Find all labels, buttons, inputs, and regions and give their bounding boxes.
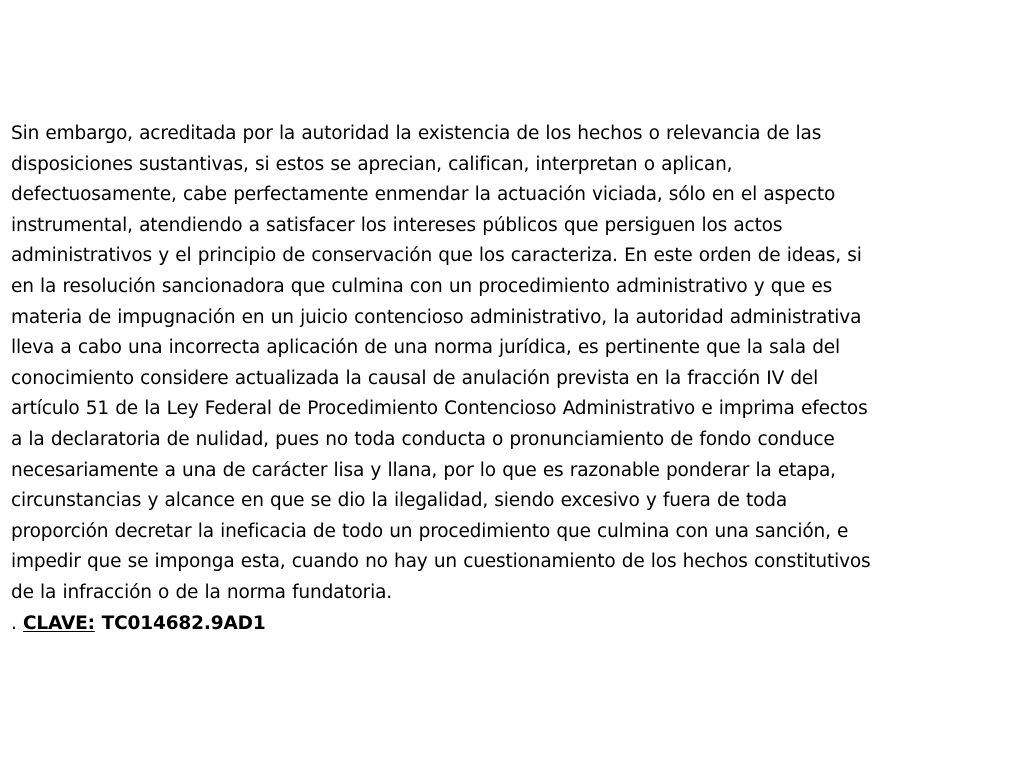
text-line: materia de impugnación en un juicio contencioso administrativo, la autoridad administrativa	[11, 306, 862, 328]
text-line: proporción decretar la ineficacia de todo un procedimiento que culmina con una sanción, e	[11, 520, 849, 542]
clave-line	[11, 609, 1015, 640]
text-line: administrativos y el principio de conservación que los caracteriza. En este orden de ideas, si	[11, 245, 862, 267]
text-line: Sin embargo, acreditada por la autoridad la existencia de los hechos o relevancia de las	[11, 123, 822, 144]
text-line: defectuosamente, cabe perfectamente enmendar la actuación viciada, sólo en el aspecto	[11, 184, 836, 206]
text-line: necesariamente a una de carácter lisa y llana, por lo que es razonable ponderar la etapa,	[11, 459, 836, 481]
text-line: disposiciones sustantivas, si estos se aprecian, califican, interpretan o aplican,	[11, 153, 733, 175]
text-line: lleva a cabo una incorrecta aplicación de una norma jurídica, es pertinente que la sala del	[11, 337, 841, 359]
body-paragraph	[11, 119, 1015, 609]
text-line: instrumental, atendiendo a satisfacer los intereses públicos que persiguen los actos	[11, 214, 783, 236]
clave-label: CLAVE:	[22, 612, 95, 634]
text-line: en la resolución sancionadora que culmina con un procedimiento administrativo y que es	[11, 275, 833, 297]
document-text	[11, 119, 1015, 639]
text-line: impedir que se imponga esta, cuando no hay un cuestionamiento de los hechos constitutivos	[11, 551, 871, 573]
text-line: conocimiento considere actualizada la causal de anulación prevista en la fracción IV del	[11, 367, 819, 389]
clave-value: TC014682.9AD1	[94, 612, 266, 634]
clave-prefix: .	[11, 612, 23, 634]
text-line: circunstancias y alcance en que se dio la ilegalidad, siendo excesivo y fuera de toda	[11, 490, 788, 512]
text-line: a la declaratoria de nulidad, pues no toda conducta o pronunciamiento de fondo conduce	[11, 428, 835, 450]
text-line: de la infracción o de la norma fundatoria.	[11, 581, 392, 603]
text-line: artículo 51 de la Ley Federal de Procedimiento Contencioso Administrativo e imprima efectos	[11, 398, 868, 420]
